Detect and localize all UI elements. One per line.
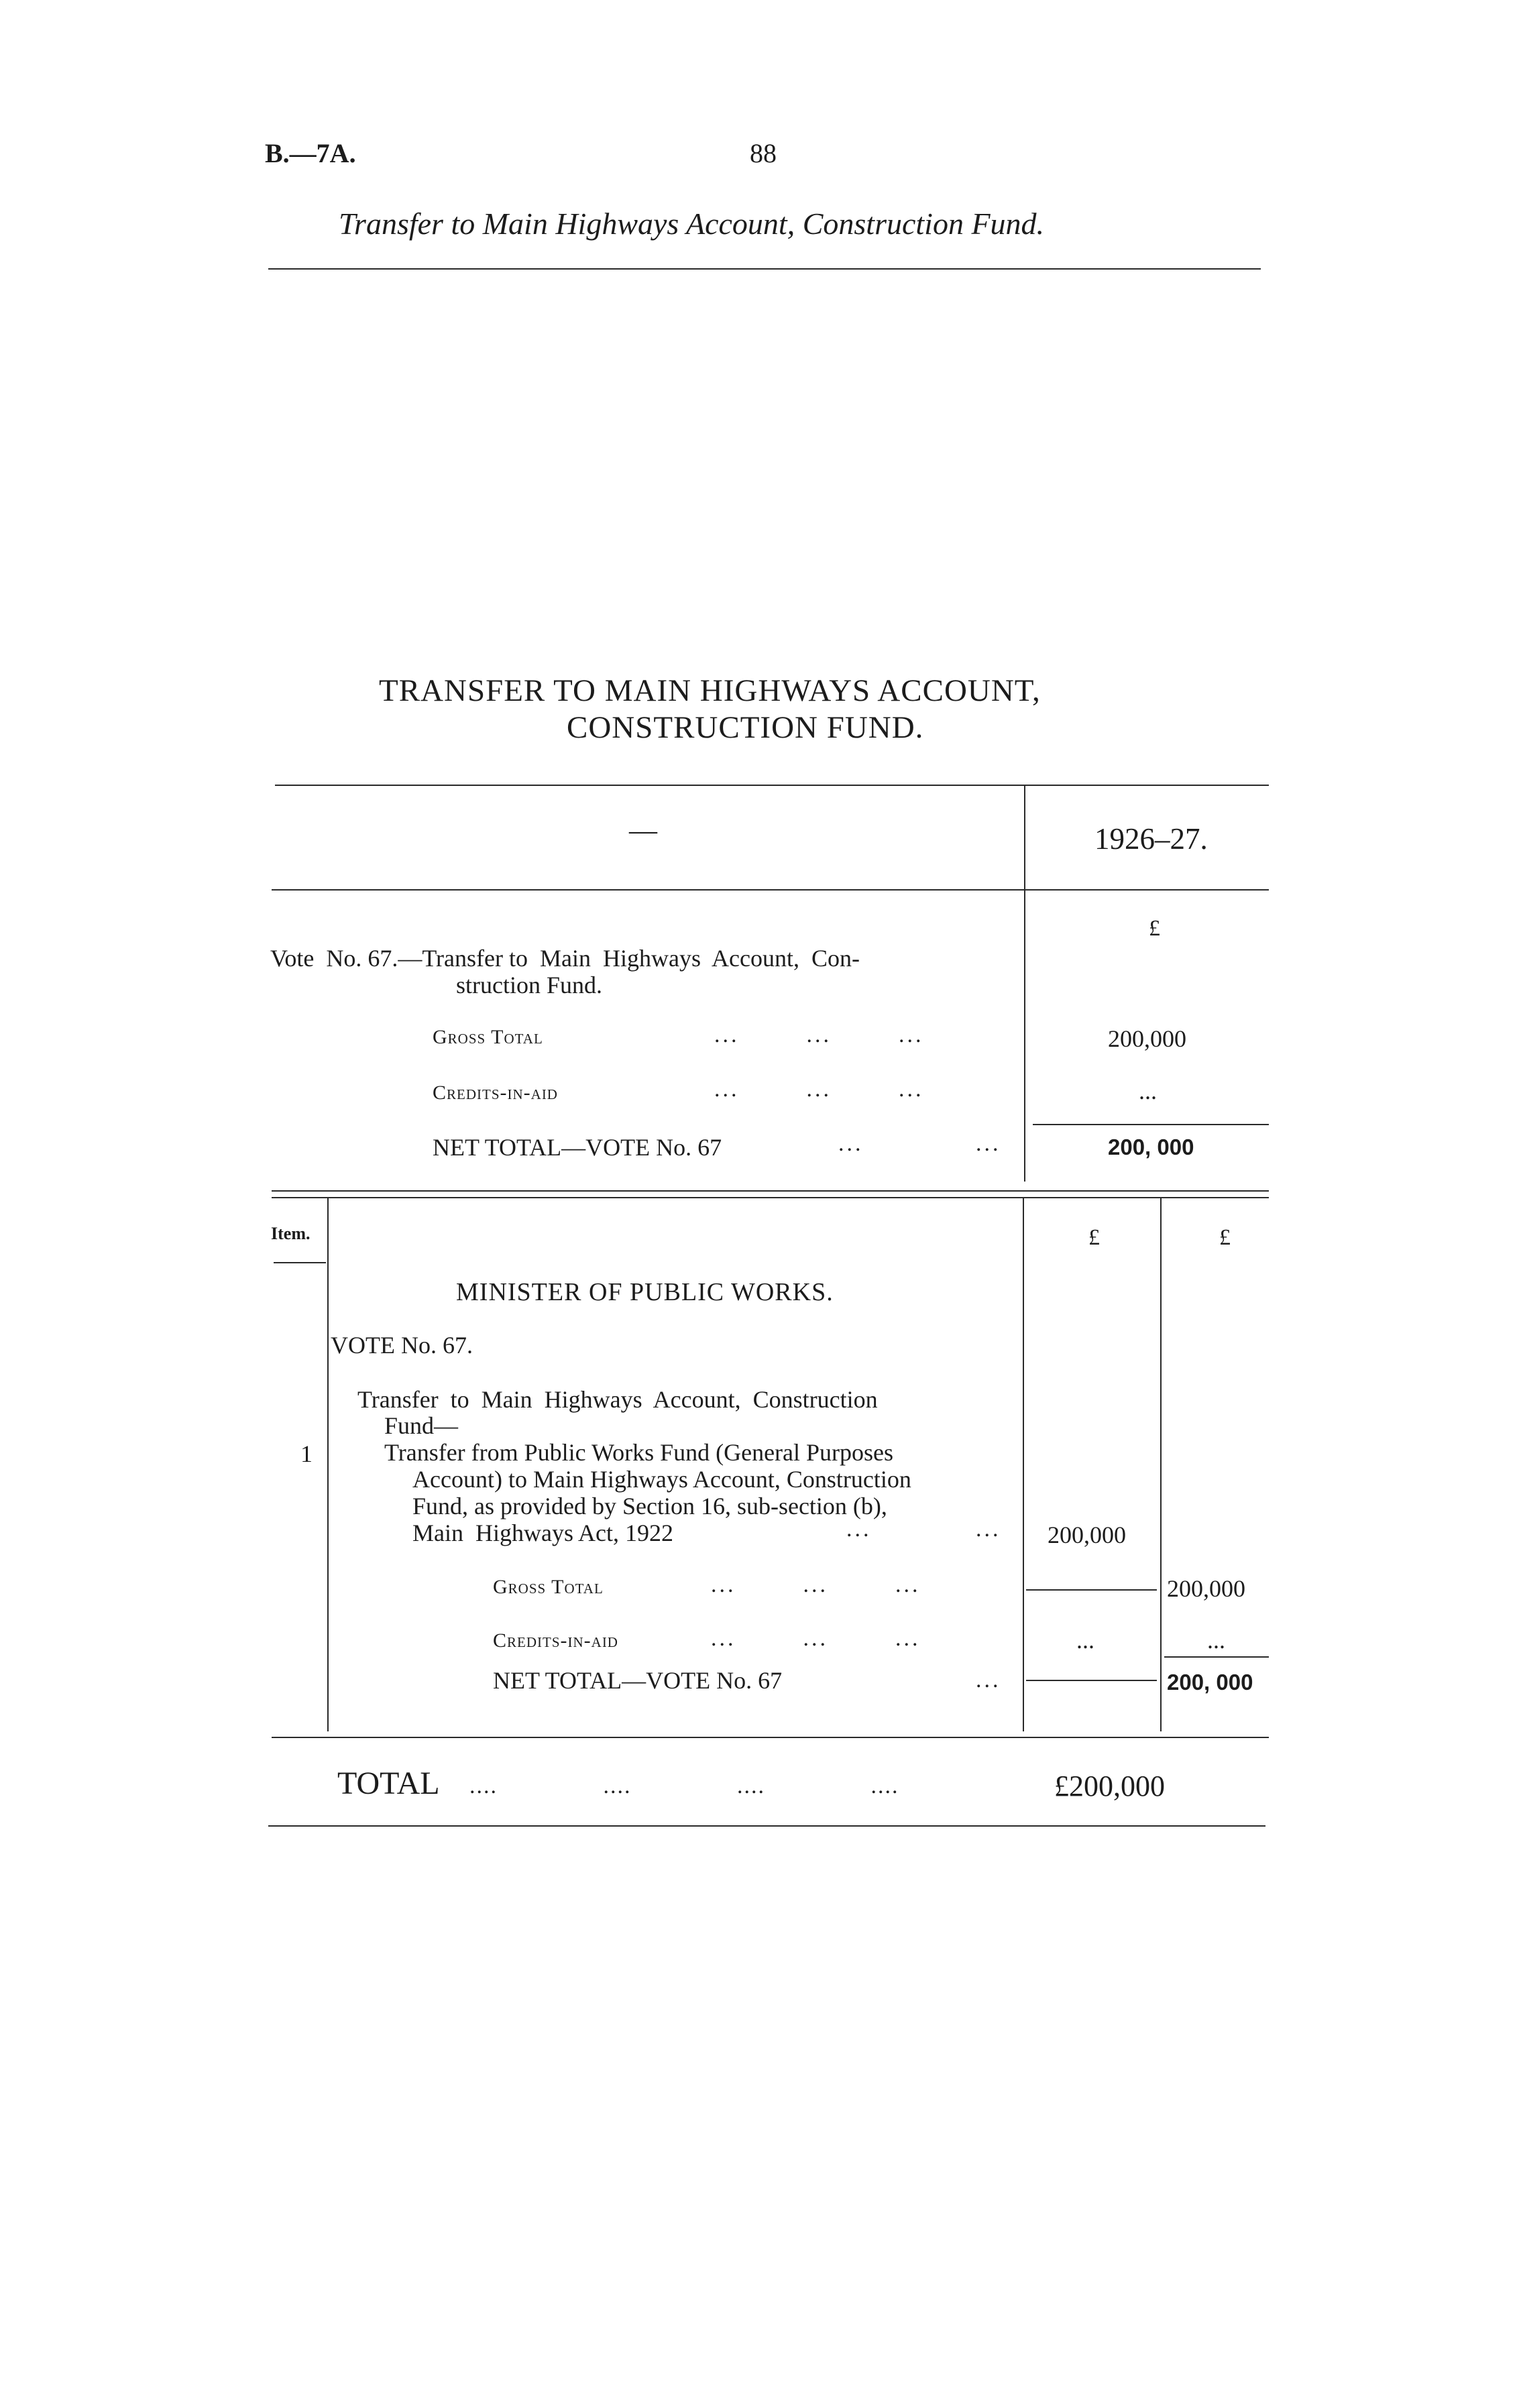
grand-total-value: £200,000 [1054,1770,1165,1802]
summary-credits-value: ... [1139,1078,1157,1104]
item-description-line2: Account) to Main Highways Account, Construction [412,1466,911,1493]
item-description-line4: Main Highways Act, 1922 [412,1520,673,1546]
summary-currency-symbol: £ [1149,916,1160,941]
item-description-line1: Transfer from Public Works Fund (General Purposes [384,1439,894,1466]
sub-heading-line2: Fund— [384,1412,459,1439]
summary-net-total-leaders-1: ... [838,1131,864,1156]
detail-net-total-col1-rule [1026,1680,1157,1681]
summary-net-total-rule [1033,1124,1269,1125]
detail-item-header-rule [274,1262,326,1263]
item-leaders-1: ... [846,1517,872,1542]
minister-heading: MINISTER OF PUBLIC WORKS. [456,1278,834,1306]
summary-table-bottom-rule [272,1190,1269,1192]
section-title-line2: CONSTRUCTION FUND. [567,710,924,745]
detail-currency-col2: £ [1219,1225,1231,1250]
detail-item-column-divider [327,1198,329,1731]
item-number: 1 [300,1440,313,1467]
item-description-line3: Fund, as provided by Section 16, sub-section (b), [412,1493,887,1520]
detail-gross-total-value: 200,000 [1167,1575,1245,1602]
detail-credits-value-col2: ... [1207,1627,1225,1654]
vote-heading: VOTE No. 67. [331,1332,473,1359]
summary-table-top-rule [275,785,1269,786]
summary-net-total-label: NET TOTAL—VOTE No. 67 [433,1134,722,1161]
summary-net-total-leaders-2: ... [976,1131,1001,1156]
summary-credits-leaders: ... ... ... [714,1077,924,1102]
summary-year-header: 1926–27. [1094,822,1208,856]
summary-net-total-value: 200, 000 [1108,1135,1194,1159]
detail-gross-total-col1-rule [1026,1589,1157,1591]
detail-credits-value-col1: ... [1076,1627,1094,1654]
summary-table-column-divider [1024,786,1025,1182]
detail-gross-total-leaders: ... ... ... [711,1572,921,1597]
section-title-line1: TRANSFER TO MAIN HIGHWAYS ACCOUNT, [379,673,1041,708]
grand-total-bottom-rule [268,1825,1265,1827]
summary-gross-total-value: 200,000 [1108,1025,1186,1052]
running-title: Transfer to Main Highways Account, Construction Fund. [339,207,1045,241]
summary-header-dash: — [629,815,657,846]
page-number: 88 [750,138,777,168]
detail-gross-total-label: Gross Total [493,1576,604,1598]
detail-net-total-col2-rule [1164,1656,1269,1658]
detail-currency-col1: £ [1088,1225,1100,1250]
summary-vote-description-cont: struction Fund. [456,972,603,998]
grand-total-label: TOTAL [337,1766,440,1801]
summary-credits-label: Credits-in-aid [433,1082,558,1104]
detail-credits-leaders: ... ... ... [711,1626,921,1651]
detail-net-total-leaders: ... [976,1668,1001,1693]
summary-header-rule [272,889,1269,891]
detail-net-total-label: NET TOTAL—VOTE No. 67 [493,1667,783,1694]
detail-item-header: Item. [271,1224,311,1243]
detail-amount-column-divider-2 [1160,1198,1162,1731]
header-rule [268,268,1261,270]
grand-total-leaders: .... .... .... .... [469,1774,899,1798]
item-value: 200,000 [1048,1522,1126,1548]
detail-amount-column-divider-1 [1023,1198,1024,1731]
summary-vote-description: Vote No. 67.—Transfer to Main Highways Account, Con- [270,945,860,972]
item-leaders-2: ... [976,1517,1001,1542]
summary-gross-total-label: Gross Total [433,1026,543,1048]
sub-heading-line1: Transfer to Main Highways Account, Construction [357,1386,878,1413]
detail-table-top-rule [272,1197,1269,1198]
detail-credits-label: Credits-in-aid [493,1629,618,1652]
summary-gross-total-leaders: ... ... ... [714,1023,924,1047]
detail-table-bottom-rule [272,1737,1269,1738]
document-reference: B.—7A. [265,138,356,168]
detail-net-total-value: 200, 000 [1167,1670,1253,1695]
